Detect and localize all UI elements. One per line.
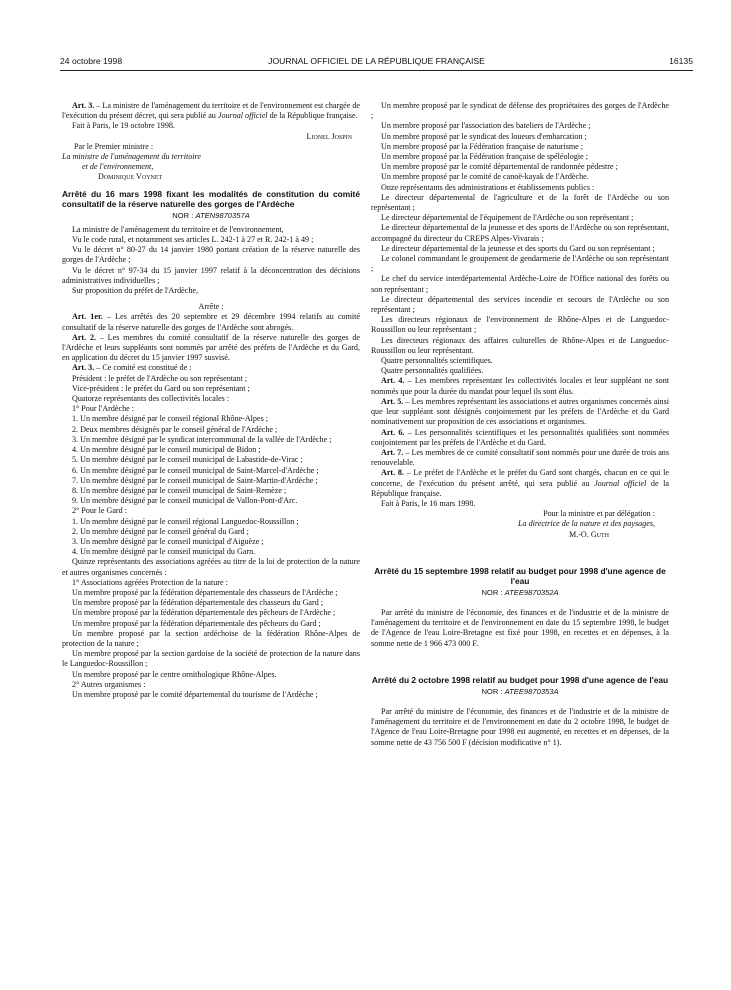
header-journal-title: JOURNAL OFFICIEL DE LA RÉPUBLIQUE FRANÇAISE [268, 56, 485, 66]
preamble-line: Vu le décret n° 97-34 du 15 janvier 1997 relatif à la déconcentration des décisions administratives individuelles ; [62, 265, 360, 285]
list-item: Le directeur départemental des services incendie et secours de l'Ardèche ou son représentant ; [371, 294, 669, 315]
preamble-line: La ministre de l'aménagement du territoire et de l'environnement, [72, 224, 284, 234]
arrete-title: Arrêté du 16 mars 1998 fixant les modalités de constitution du comité consultatif de la réserve naturelle des gorges de l'Ardèche [62, 188, 360, 209]
list-item: Les directeurs régionaux de l'environnement de Rhône-Alpes et de Languedoc-Roussillon ou leur représentant ; [371, 315, 669, 335]
arrete-2-text: Par arrêté du ministre de l'économie, des finances et de l'industrie et de la ministre de l'aménagement du territoire et de l'environnement en date du 15 septembre 1998, le budget de l'Agence de l'eau Loire-Bretagne est fixé pour 1998, en recettes et en dépenses, à la somme nette de 1 966 473 000 F. [371, 607, 669, 648]
signature-directrice: M.-O. Guth [569, 529, 609, 539]
preamble-line: Vu le décret n° 80-27 du 14 janvier 1980 portant création de la réserve naturelle des gorges de l'Ardèche ; [62, 245, 360, 265]
list-item: 3. Un membre désigné par le syndicat intercommunal de la vallée de l'Ardèche ; [72, 434, 332, 444]
header-date: 24 octobre 1998 [60, 56, 123, 66]
nor-reference: NOR : ATEN9870357A [172, 210, 250, 220]
list-item: Un membre proposé par la fédération départementale des pêcheurs du Gard ; [72, 618, 321, 628]
list-item: 1. Un membre désigné par le conseil régional Rhône-Alpes ; [72, 414, 268, 424]
arrete-2-nor: NOR : ATEE9870352A [481, 587, 559, 597]
list-item: Un membre proposé par l'association des bateliers de l'Ardèche ; [381, 121, 591, 131]
list-item: 1° Pour l'Ardèche : [72, 404, 135, 414]
list-item: 5. Un membre désigné par le conseil municipal de Labastide-de-Virac ; [72, 455, 303, 465]
list-item: 3. Un membre désigné par le conseil municipal d'Aiguèze ; [72, 536, 264, 546]
list-item: 1. Un membre désigné par le conseil régional Languedoc-Roussillon ; [72, 516, 299, 526]
list-item: Un membre proposé par la fédération départementale des chasseurs de l'Ardèche ; [72, 587, 338, 597]
list-item: 9. Un membre désigné par le conseil municipal de Vallon-Pont-d'Arc. [72, 496, 298, 506]
list-item: Quatre personnalités qualifiées. [381, 366, 484, 376]
ministre-line-2: et de l'environnement, [82, 162, 154, 172]
list-item: 4. Un membre désigné par le conseil municipal du Garn. [72, 547, 256, 557]
article-7: Art. 7. – Les membres de ce comité consultatif sont nommés pour une durée de trois ans renouvelable. [371, 447, 669, 468]
list-item: Un membre proposé par la fédération départementale des pêcheurs de l'Ardèche ; [72, 608, 336, 618]
article-2: Art. 2. – Les membres du comité consultatif de la réserve naturelle des gorges de l'Ardèche et leurs suppléants sont nommés par arrêté des préfets de l'Ardèche et du Gard, en application du décret du 15 janvier 1997 susvisé. [62, 332, 361, 363]
article-1: Art. 1er. – Les arrêtés des 20 septembre et 29 décembre 1994 relatifs au comité consultatif de la réserve naturelle des gorges de l'Ardèche sont abrogés. [62, 312, 360, 332]
list-item: Le directeur départemental de l'agriculture et de la forêt de l'Ardèche ou son représentant ; [371, 192, 669, 213]
header-rule [60, 70, 693, 71]
ministre-line-1: La ministre de l'aménagement du territoire [62, 152, 201, 162]
article-3: Art. 3. – Ce comité est constitué de : [72, 363, 192, 373]
composition-list-continued [371, 101, 669, 376]
par-premier-ministre: Par le Premier ministre : [74, 141, 154, 151]
list-item: Un membre proposé par le comité départemental du tourisme de l'Ardèche ; [72, 689, 318, 699]
list-item: 7. Un membre désigné par le conseil municipal de Saint-Martin-d'Ardèche ; [72, 475, 318, 485]
list-item: Quatorze représentants des collectivités locales : [72, 394, 230, 404]
decree-article-3: Art. 3. – La ministre de l'aménagement du territoire et de l'environnement est chargée de l'exécution du présent décret, qui sera publié au Journal officiel de la République française. [62, 101, 360, 121]
list-item: Un membre proposé par le comité départemental de randonnée pédestre ; [381, 162, 618, 172]
preamble-line: Sur proposition du préfet de l'Ardèche, [72, 286, 198, 296]
list-item: 6. Un membre désigné par le conseil municipal de Saint-Marcel-d'Ardèche ; [72, 465, 319, 475]
arrete-word: Arrête : [198, 302, 224, 312]
list-item: Onze représentants des administrations et établissements publics : [381, 182, 595, 192]
preamble-line: Vu le code rural, et notamment ses articles L. 242-1 à 27 et R. 242-1 à 49 ; [72, 235, 314, 245]
list-item: Le directeur départemental de l'équipement de l'Ardèche ou son représentant ; [381, 213, 634, 223]
list-item: 8. Un membre désigné par le conseil municipal de Saint-Remèze ; [72, 485, 287, 495]
article-6: Art. 6. – Les personnalités scientifiques et les personnalités qualifiées sont nommées conjointement par les préfets de l'Ardèche et du Gard. [371, 427, 670, 447]
list-item: Vice-président : le préfet du Gard ou son représentant ; [72, 383, 250, 393]
delegation-line: Pour la ministre et par délégation : [543, 509, 655, 519]
arrete-2-title: Arrêté du 15 septembre 1998 relatif au budget pour 1998 d'une agence de l'eau [374, 565, 666, 586]
article-8: Art. 8. – Le préfet de l'Ardèche et le préfet du Gard sont chargés, chacun en ce qui le concerne, de l'exécution du présent arrêté, qui sera publié au Journal officiel de la République française. [371, 468, 670, 498]
list-item: 2. Un membre désigné par le conseil général du Gard ; [72, 526, 249, 536]
list-item: Le chef du service interdépartemental Ardèche-Loire de l'Office national des forêts ou son représentant ; [371, 274, 669, 294]
list-item: Un membre proposé par la Fédération française de naturisme ; [381, 141, 584, 151]
signature-pm: Lionel Jospin [306, 131, 352, 141]
list-item: Un membre proposé par la Fédération française de spéléologie ; [381, 152, 588, 162]
list-item: 2. Deux membres désignés par le conseil général de l'Ardèche ; [72, 424, 278, 434]
list-item: Un membre proposé par la section gardoise de la société de protection de la nature dans le Languedoc-Roussillon ; [62, 649, 360, 669]
list-item: Les directeurs régionaux des affaires culturelles de Rhône-Alpes et de Languedoc-Roussillon ou leur représentant. [371, 335, 669, 355]
list-item: Président : le préfet de l'Ardèche ou son représentant ; [72, 373, 248, 383]
list-item: Un membre proposé par le syndicat des loueurs d'embarcation ; [381, 131, 587, 141]
list-item: 2° Pour le Gard : [72, 506, 127, 516]
right-column [371, 101, 669, 748]
signature-ministre: Dominique Voynet [98, 172, 163, 182]
arrete-3-nor: NOR : ATEE9870353A [481, 686, 559, 696]
list-item: Quinze représentants des associations agréées au titre de la loi de protection de la nature et autres organismes concernés : [62, 557, 360, 577]
decree-date: Fait à Paris, le 19 octobre 1998. [72, 121, 175, 131]
arrete-3-text: Par arrêté du ministre de l'économie, des finances et de l'industrie et de la ministre de l'aménagement du territoire et de l'environnement en date du 2 octobre 1998, le budget de l'Agence de l'eau Loire-Bretagne pour 1998 est augmenté, en recettes et en dépenses, de la somme nette de 43 756 500 F (décision modificative n° 1). [371, 706, 669, 747]
list-item: Le directeur départemental de la jeunesse et des sports de l'Ardèche ou son représentant, accompagné du directeur du CREPS Alpes-Vivarais ; [371, 223, 669, 243]
list-item: 4. Un membre désigné par le conseil municipal de Bidon ; [72, 445, 261, 455]
list-item: Le colonel commandant le groupement de gendarmerie de l'Ardèche ou son représentant ; [371, 254, 669, 274]
list-item: 1° Associations agréées Protection de la nature : [72, 577, 228, 587]
header-page-number: 16135 [669, 56, 693, 66]
list-item: Un membre proposé par la fédération départementale des chasseurs du Gard ; [72, 598, 324, 608]
article-5: Art. 5. – Les membres représentant les associations et autres organismes concernés ainsi que leur suppléant sont désignés conjointement par les préfets de l'Ardèche et du Gard nominativement sur proposition de ces associations et organismes. [371, 396, 669, 427]
list-item: Un membre proposé par le centre ornithologique Rhône-Alpes. [72, 669, 277, 679]
arrete-date: Fait à Paris, le 16 mars 1998. [381, 498, 476, 508]
list-item: Le directeur départemental de la jeunesse et des sports du Gard ou son représentant ; [381, 243, 655, 253]
directrice-line: La directrice de la nature et des paysages, [518, 519, 655, 529]
left-column [62, 101, 360, 700]
article-4: Art. 4. – Les membres représentant les collectivités locales et leur suppléant ne sont nommés que pour la durée du mandat pour lequel ils sont élus. [371, 376, 670, 396]
list-item: Un membre proposé par la section ardéchoise de la fédération Rhône-Alpes de protection de la nature ; [62, 628, 360, 648]
list-item: Un membre proposé par le syndicat de défense des propriétaires des gorges de l'Ardèche ; [371, 101, 669, 121]
list-item: 2° Autres organismes : [72, 679, 146, 689]
arrete-3-title: Arrêté du 2 octobre 1998 relatif au budget pour 1998 d'une agence de l'eau [371, 674, 669, 685]
list-item: Quatre personnalités scientifiques. [381, 356, 493, 366]
composition-list [62, 374, 360, 701]
running-header [60, 56, 693, 70]
list-item: Un membre proposé par le comité de canoë-kayak de l'Ardèche. [381, 172, 589, 182]
preamble [62, 225, 360, 296]
